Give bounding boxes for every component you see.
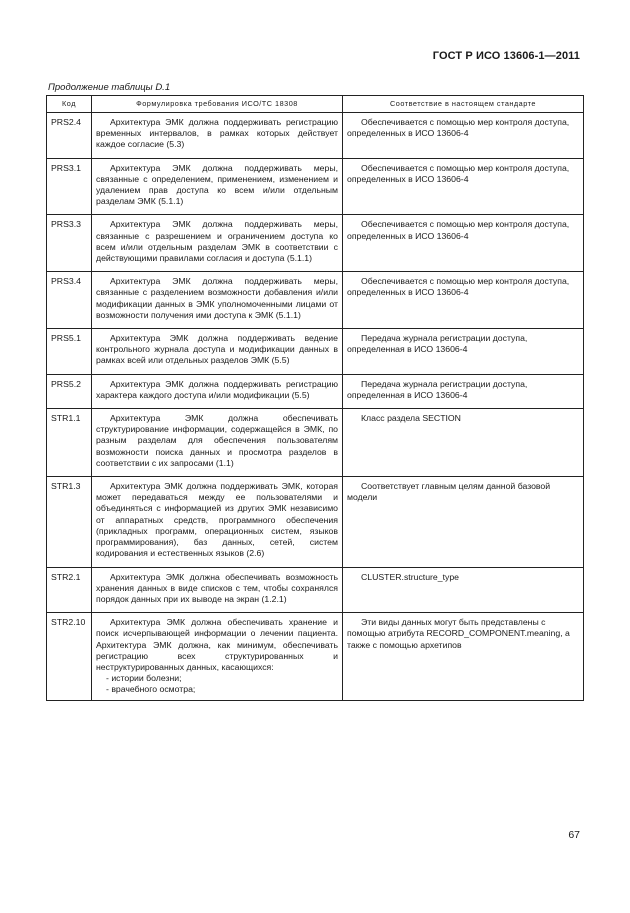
table-row: [47, 215, 584, 272]
requirement-code: STR1.1: [47, 409, 92, 477]
requirement-text: Архитектура ЭМК должна поддерживать меры, связанные с разрешением и ограничением доступа ко всем и/или отдельным разделам ЭМК в соответствии с действующими правилами согласия и доступа (5.1.1): [96, 219, 338, 264]
conformance-text: Эти виды данных могут быть представлены с помощью атрибута RECORD_COMPONENT.meaning, а также с помощью архетипов: [347, 617, 570, 650]
table-row: [47, 113, 584, 159]
page-number: 67: [568, 829, 580, 841]
conformance-text-cell: [343, 113, 584, 159]
conformance-text: Обеспечивается с помощью мер контроля доступа, определенных в ИСО 13606-4: [347, 219, 570, 241]
column-header-conformance: Соответствие в настоящем стандарте: [343, 96, 584, 113]
requirement-list-item: - истории болезни;: [106, 673, 338, 684]
requirement-text-cell: [92, 567, 343, 613]
conformance-text-cell: [343, 158, 584, 215]
requirement-text-cell: [92, 158, 343, 215]
requirement-list-item: - врачебного осмотра;: [106, 684, 338, 695]
conformance-text-cell: [343, 409, 584, 477]
requirement-code: PRS5.1: [47, 329, 92, 375]
table-caption: Продолжение таблицы D.1: [48, 82, 171, 93]
requirement-text: Архитектура ЭМК должна поддерживать ведение контрольного журнала доступа и модификации данных в рамках всей или отдельных разделов ЭМК (5.5): [96, 333, 338, 366]
conformance-text: Соответствует главным целям данной базовой модели: [347, 481, 551, 503]
table-row: [47, 477, 584, 567]
requirement-code: PRS3.4: [47, 272, 92, 329]
conformance-text: Класс раздела SECTION: [361, 413, 461, 424]
requirement-text: Архитектура ЭМК должна поддерживать регистрацию временных интервалов, в рамках которых действует каждое согласие (5.3): [96, 117, 338, 150]
table-row: [47, 567, 584, 613]
requirement-text: Архитектура ЭМК должна поддерживать меры, связанные с разделением возможности добавления и/или модификации данных в ЭМК уполномоченными лицами от возможности получения ими доступа к ЭМК (5.1.1): [96, 276, 338, 320]
conformance-text-cell: [343, 272, 584, 329]
conformance-text: Обеспечивается с помощью мер контроля доступа, определенных в ИСО 13606-4: [347, 117, 570, 139]
conformance-text: Передача журнала регистрации доступа, определенная в ИСО 13606-4: [347, 378, 528, 400]
requirement-text-cell: [92, 272, 343, 329]
conformance-text-cell: [343, 374, 584, 408]
table-header-row: [47, 96, 584, 113]
requirement-text: Архитектура ЭМК должна обеспечивать возможность хранения данных в виде списков с тем, чтобы сохранялся порядок данных при их выводе на экран (1.2.1): [96, 571, 338, 604]
requirement-code: PRS2.4: [47, 113, 92, 159]
requirement-text: Архитектура ЭМК должна обеспечивать структурирование информации, содержащейся в ЭМК, по разным разделам для обеспечения пользователям возможности поиска данных и просмотра разделов в соответствии с их запросами (1.1): [96, 413, 338, 468]
requirement-text: Архитектура ЭМК должна поддерживать меры, связанные с определением, применением, изменением и удалением прав доступа ко всем и/или отдельным разделам ЭМК (5.1.1): [96, 162, 338, 207]
conformance-text-cell: [343, 215, 584, 272]
requirement-text-cell: [92, 374, 343, 408]
requirement-code: STR2.10: [47, 613, 92, 700]
requirement-text-cell: [92, 113, 343, 159]
table-row: [47, 329, 584, 375]
requirement-code: PRS5.2: [47, 374, 92, 408]
requirement-text-cell: [92, 613, 343, 700]
conformance-text: Передача журнала регистрации доступа, определенная в ИСО 13606-4: [347, 333, 528, 355]
conformance-text-cell: [343, 567, 584, 613]
conformance-text: CLUSTER.structure_type: [361, 571, 460, 582]
requirement-code: STR1.3: [47, 477, 92, 567]
requirements-table: [46, 95, 584, 701]
column-header-requirement: Формулировка требования ИСО/ТС 18308: [92, 96, 343, 113]
document-header: ГОСТ Р ИСО 13606-1—2011: [432, 50, 580, 62]
conformance-text-cell: [343, 613, 584, 700]
requirement-text: Архитектура ЭМК должна поддерживать регистрацию характера каждого доступа и/или модификации (5.5): [96, 378, 338, 400]
requirement-code: STR2.1: [47, 567, 92, 613]
requirement-text-cell: [92, 477, 343, 567]
requirement-text-cell: [92, 329, 343, 375]
table-row: [47, 374, 584, 408]
table-row: [47, 409, 584, 477]
conformance-text: Обеспечивается с помощью мер контроля доступа, определенных в ИСО 13606-4: [347, 276, 570, 298]
conformance-text-cell: [343, 477, 584, 567]
requirement-code: PRS3.1: [47, 158, 92, 215]
column-header-code: Код: [47, 96, 92, 113]
requirement-text: Архитектура ЭМК должна поддерживать ЭМК, которая может передаваться между ее пользователями и объединяться с информацией из других ЭМК независимо от аппаратных средств, программного обеспечения (прикладных программ, операционных систем, языков программирования), баз данных, сетей, систем кодирования и естественных языков (2.6): [96, 481, 338, 559]
conformance-text-cell: [343, 329, 584, 375]
conformance-text: Обеспечивается с помощью мер контроля доступа, определенных в ИСО 13606-4: [347, 162, 570, 184]
requirement-text-cell: [92, 409, 343, 477]
requirement-code: PRS3.3: [47, 215, 92, 272]
requirement-text: Архитектура ЭМК должна обеспечивать хранение и поиск исчерпывающей информации о лечении пациента. Архитектура ЭМК должна, как минимум, обеспечивать регистрацию всех структурированных и неструктурированных данных, касающихся:: [96, 617, 338, 672]
requirement-list: [96, 673, 338, 695]
table-row: [47, 272, 584, 329]
table-row: [47, 158, 584, 215]
table-row: [47, 613, 584, 700]
requirement-text-cell: [92, 215, 343, 272]
